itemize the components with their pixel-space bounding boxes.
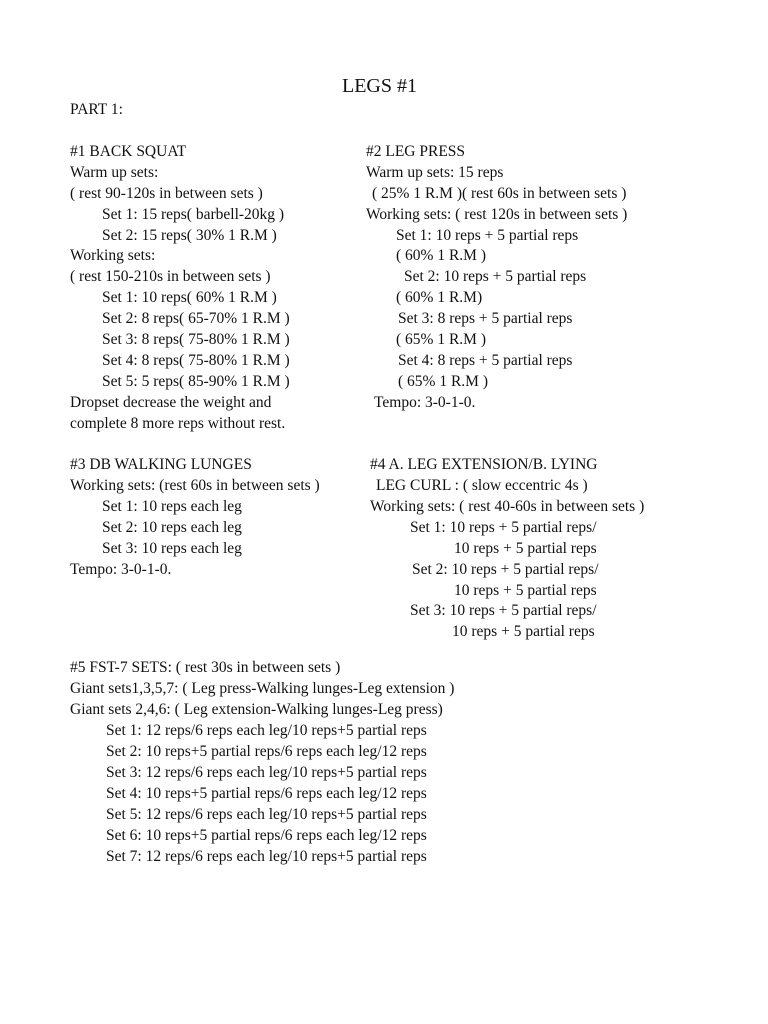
ex1-working-label: Working sets:	[70, 247, 156, 264]
ex5-set: Set 7: 12 reps/6 reps each leg/10 reps+5 partial reps	[106, 848, 427, 865]
ex5-set: Set 5: 12 reps/6 reps each leg/10 reps+5 partial reps	[106, 806, 427, 823]
ex5-giant-sets-even: Giant sets 2,4,6: ( Leg extension-Walking lunges-Leg press)	[70, 701, 443, 718]
ex5-set: Set 3: 12 reps/6 reps each leg/10 reps+5 partial reps	[106, 764, 427, 781]
page-title: LEGS #1	[342, 75, 417, 97]
ex5-set: Set 4: 10 reps+5 partial reps/6 reps each leg/12 reps	[106, 785, 427, 802]
ex2-set-line: Set 3: 8 reps + 5 partial reps	[398, 310, 573, 327]
ex3-heading: #3 DB WALKING LUNGES	[70, 456, 252, 473]
ex5-set: Set 1: 12 reps/6 reps each leg/10 reps+5 partial reps	[106, 722, 427, 739]
ex1-warmup-set: Set 1: 15 reps( barbell-20kg )	[102, 206, 285, 223]
ex2-warmup: Warm up sets: 15 reps	[366, 164, 504, 181]
ex5-heading: #5 FST-7 SETS: ( rest 30s in between sets )	[70, 659, 341, 676]
ex3-set: Set 2: 10 reps each leg	[102, 519, 242, 536]
ex2-set-line: Set 4: 8 reps + 5 partial reps	[398, 352, 573, 369]
ex2-tempo: Tempo: 3-0-1-0.	[374, 394, 476, 411]
ex2-set-line: ( 60% 1 R.M)	[396, 289, 483, 306]
ex2-warmup-note: ( 25% 1 R.M )( rest 60s in between sets )	[372, 185, 627, 202]
ex1-warmup-rest: ( rest 90-120s in between sets )	[70, 185, 263, 202]
ex1-working-rest: ( rest 150-210s in between sets )	[70, 268, 271, 285]
ex3-set: Set 1: 10 reps each leg	[102, 498, 242, 515]
ex4-set-line: 10 reps + 5 partial reps	[454, 582, 597, 599]
ex2-heading: #2 LEG PRESS	[366, 143, 466, 160]
ex3-set: Set 3: 10 reps each leg	[102, 540, 242, 557]
ex5-set: Set 2: 10 reps+5 partial reps/6 reps each leg/12 reps	[106, 743, 427, 760]
ex1-heading: #1 BACK SQUAT	[70, 143, 187, 160]
ex1-dropset: Dropset decrease the weight and	[70, 394, 272, 411]
ex4-working: Working sets: ( rest 40-60s in between sets )	[370, 498, 645, 515]
ex2-set-line: ( 60% 1 R.M )	[396, 247, 486, 264]
ex1-working-set: Set 3: 8 reps( 75-80% 1 R.M )	[102, 331, 290, 348]
ex1-working-set: Set 1: 10 reps( 60% 1 R.M )	[102, 289, 277, 306]
ex5-giant-sets-odd: Giant sets1,3,5,7: ( Leg press-Walking lunges-Leg extension )	[70, 680, 455, 697]
ex1-working-set: Set 5: 5 reps( 85-90% 1 R.M )	[102, 373, 290, 390]
ex4-set-line: 10 reps + 5 partial reps	[454, 540, 597, 557]
ex2-working: Working sets: ( rest 120s in between sets )	[366, 206, 628, 223]
ex1-warmup-set: Set 2: 15 reps( 30% 1 R.M )	[102, 227, 277, 244]
ex1-working-set: Set 4: 8 reps( 75-80% 1 R.M )	[102, 352, 290, 369]
ex4-set-line: Set 3: 10 reps + 5 partial reps/	[410, 602, 597, 619]
part-label: PART 1:	[70, 101, 123, 118]
ex2-set-line: ( 65% 1 R.M )	[398, 373, 488, 390]
ex1-dropset: complete 8 more reps without rest.	[70, 415, 286, 432]
ex3-working: Working sets: (rest 60s in between sets )	[70, 477, 320, 494]
ex3-tempo: Tempo: 3-0-1-0.	[70, 561, 172, 578]
ex2-set-line: Set 2: 10 reps + 5 partial reps	[404, 268, 587, 285]
ex4-set-line: 10 reps + 5 partial reps	[452, 623, 595, 640]
ex2-set-line: Set 1: 10 reps + 5 partial reps	[396, 227, 579, 244]
ex4-set-line: Set 1: 10 reps + 5 partial reps/	[410, 519, 597, 536]
ex4-heading-cont: LEG CURL : ( slow eccentric 4s )	[376, 477, 588, 494]
ex4-heading: #4 A. LEG EXTENSION/B. LYING	[370, 456, 598, 473]
ex4-set-line: Set 2: 10 reps + 5 partial reps/	[412, 561, 599, 578]
ex1-working-set: Set 2: 8 reps( 65-70% 1 R.M )	[102, 310, 290, 327]
ex2-set-line: ( 65% 1 R.M )	[396, 331, 486, 348]
ex5-set: Set 6: 10 reps+5 partial reps/6 reps each leg/12 reps	[106, 827, 427, 844]
ex1-warmup-label: Warm up sets:	[70, 164, 159, 181]
